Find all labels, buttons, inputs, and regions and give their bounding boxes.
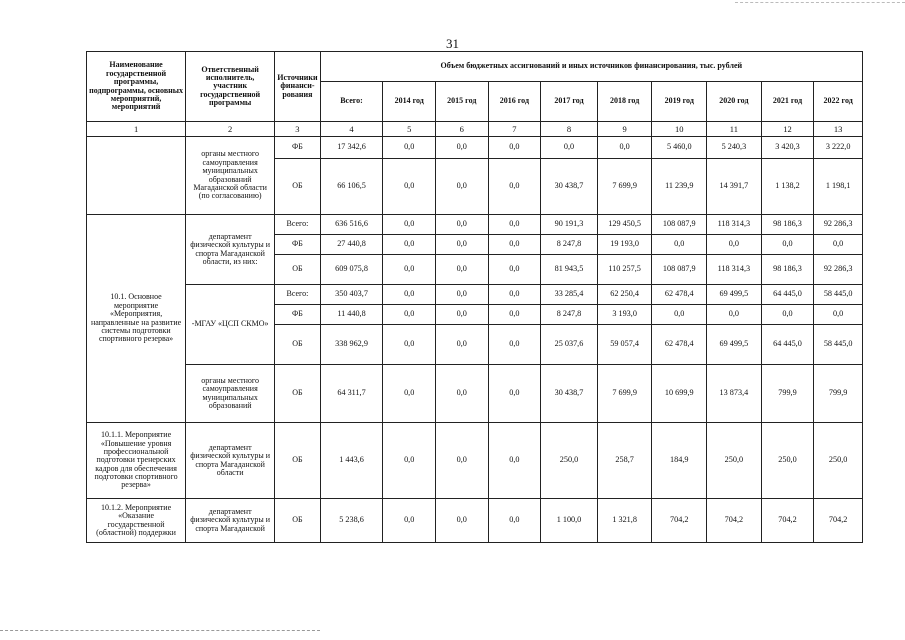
value-cell: 0,0	[435, 325, 488, 365]
value-cell: 0,0	[488, 235, 541, 255]
source-cell: ОБ	[275, 325, 321, 365]
source-cell: Всего:	[275, 215, 321, 235]
value-cell: 0,0	[435, 159, 488, 215]
top-scan-rule	[735, 2, 905, 4]
value-cell: 13 873,4	[707, 365, 762, 423]
value-cell: 0,0	[761, 305, 814, 325]
value-cell: 0,0	[383, 365, 436, 423]
value-cell: 184,9	[652, 423, 707, 499]
value-cell: 0,0	[383, 305, 436, 325]
value-cell: 0,0	[488, 215, 541, 235]
header-year: 2014 год	[383, 82, 436, 122]
source-cell: ОБ	[275, 499, 321, 543]
header-total: Всего:	[320, 82, 383, 122]
value-cell: 0,0	[435, 215, 488, 235]
value-cell: 110 257,5	[597, 255, 652, 285]
executor-cell: департамент физической культуры и спорта Магаданской области, из них:	[186, 215, 275, 285]
activity-name	[87, 137, 186, 215]
value-cell: 350 403,7	[320, 285, 383, 305]
value-cell: 92 286,3	[814, 255, 863, 285]
value-cell: 33 285,4	[541, 285, 598, 305]
column-number: 3	[275, 122, 321, 137]
header-year: 2017 год	[541, 82, 598, 122]
column-number: 11	[707, 122, 762, 137]
value-cell: 0,0	[652, 235, 707, 255]
source-cell: ФБ	[275, 305, 321, 325]
value-cell: 0,0	[383, 325, 436, 365]
value-cell: 5 240,3	[707, 137, 762, 159]
column-number: 7	[488, 122, 541, 137]
value-cell: 0,0	[541, 137, 598, 159]
header-year: 2022 год	[814, 82, 863, 122]
value-cell: 19 193,0	[597, 235, 652, 255]
value-cell: 0,0	[488, 159, 541, 215]
header-year: 2018 год	[597, 82, 652, 122]
table-row	[87, 365, 863, 423]
value-cell: 81 943,5	[541, 255, 598, 285]
value-cell: 64 311,7	[320, 365, 383, 423]
executor-cell: -МГАУ «ЦСП СКМО»	[186, 285, 275, 365]
column-number-row	[87, 122, 863, 137]
value-cell: 0,0	[435, 285, 488, 305]
column-number: 2	[186, 122, 275, 137]
value-cell: 14 391,7	[707, 159, 762, 215]
column-number: 6	[435, 122, 488, 137]
source-cell: ОБ	[275, 423, 321, 499]
value-cell: 250,0	[541, 423, 598, 499]
value-cell: 108 087,9	[652, 255, 707, 285]
value-cell: 258,7	[597, 423, 652, 499]
value-cell: 799,9	[761, 365, 814, 423]
value-cell: 66 106,5	[320, 159, 383, 215]
footer-scan-rule	[0, 630, 320, 632]
value-cell: 7 699,9	[597, 365, 652, 423]
value-cell: 0,0	[383, 159, 436, 215]
value-cell: 1 321,8	[597, 499, 652, 543]
column-number: 10	[652, 122, 707, 137]
executor-cell: органы местного самоуправления муниципальных образований	[186, 365, 275, 423]
value-cell: 108 087,9	[652, 215, 707, 235]
source-cell: ФБ	[275, 235, 321, 255]
value-cell: 0,0	[597, 137, 652, 159]
value-cell: 250,0	[707, 423, 762, 499]
value-cell: 0,0	[383, 285, 436, 305]
value-cell: 704,2	[761, 499, 814, 543]
source-cell: Всего:	[275, 285, 321, 305]
value-cell: 250,0	[761, 423, 814, 499]
value-cell: 27 440,8	[320, 235, 383, 255]
value-cell: 11 239,9	[652, 159, 707, 215]
header-name: Наименование государственной программы, подпрограммы, основных мероприятий, мероприятий	[87, 52, 186, 122]
value-cell: 0,0	[435, 499, 488, 543]
value-cell: 1 138,2	[761, 159, 814, 215]
value-cell: 0,0	[488, 325, 541, 365]
value-cell: 118 314,3	[707, 215, 762, 235]
column-number: 5	[383, 122, 436, 137]
executor-cell: органы местного самоуправления муниципальных образований Магаданской области (по согласованию)	[186, 137, 275, 215]
value-cell: 338 962,9	[320, 325, 383, 365]
value-cell: 0,0	[488, 499, 541, 543]
value-cell: 62 478,4	[652, 285, 707, 305]
header-year: 2015 год	[435, 82, 488, 122]
table-row	[87, 423, 863, 499]
activity-name: 10.1.2. Мероприятие «Оказание государственной (областной) поддержки	[87, 499, 186, 543]
value-cell: 0,0	[435, 235, 488, 255]
value-cell: 3 193,0	[597, 305, 652, 325]
value-cell: 10 699,9	[652, 365, 707, 423]
table-row	[87, 215, 863, 235]
value-cell: 0,0	[435, 365, 488, 423]
column-number: 1	[87, 122, 186, 137]
value-cell: 0,0	[488, 365, 541, 423]
value-cell: 98 186,3	[761, 215, 814, 235]
table-row	[87, 137, 863, 159]
value-cell: 0,0	[707, 305, 762, 325]
value-cell: 64 445,0	[761, 325, 814, 365]
value-cell: 0,0	[488, 285, 541, 305]
column-number: 4	[320, 122, 383, 137]
value-cell: 0,0	[383, 137, 436, 159]
value-cell: 69 499,5	[707, 285, 762, 305]
value-cell: 1 100,0	[541, 499, 598, 543]
header-executor: Ответственный исполнитель, участник государственной программы	[186, 52, 275, 122]
value-cell: 3 222,0	[814, 137, 863, 159]
value-cell: 92 286,3	[814, 215, 863, 235]
value-cell: 0,0	[383, 215, 436, 235]
value-cell: 609 075,8	[320, 255, 383, 285]
value-cell: 799,9	[814, 365, 863, 423]
value-cell: 0,0	[435, 255, 488, 285]
column-number: 8	[541, 122, 598, 137]
value-cell: 0,0	[814, 235, 863, 255]
activity-name: 10.1. Основное мероприятие «Мероприятия, направленные на развитие системы подготовки спортивного резерва»	[87, 215, 186, 423]
page-number: 31	[446, 36, 459, 51]
table-row	[87, 285, 863, 305]
budget-table	[86, 51, 863, 543]
source-cell: ОБ	[275, 365, 321, 423]
value-cell: 0,0	[383, 255, 436, 285]
value-cell: 62 250,4	[597, 285, 652, 305]
value-cell: 64 445,0	[761, 285, 814, 305]
value-cell: 3 420,3	[761, 137, 814, 159]
header-year: 2019 год	[652, 82, 707, 122]
header-year: 2021 год	[761, 82, 814, 122]
header-volume: Объем бюджетных ассигнований и иных источников финансирования, тыс. рублей	[320, 52, 862, 82]
value-cell: 1 198,1	[814, 159, 863, 215]
activity-name: 10.1.1. Мероприятие «Повышение уровня профессиональной подготовки тренерских кадров для обеспечения подготовки спортивного резерва»	[87, 423, 186, 499]
value-cell: 0,0	[435, 305, 488, 325]
source-cell: ОБ	[275, 159, 321, 215]
value-cell: 11 440,8	[320, 305, 383, 325]
source-cell: ОБ	[275, 255, 321, 285]
value-cell: 69 499,5	[707, 325, 762, 365]
value-cell: 0,0	[488, 423, 541, 499]
table-row	[87, 499, 863, 543]
value-cell: 0,0	[652, 305, 707, 325]
value-cell: 8 247,8	[541, 305, 598, 325]
value-cell: 7 699,9	[597, 159, 652, 215]
value-cell: 5 238,6	[320, 499, 383, 543]
value-cell: 8 247,8	[541, 235, 598, 255]
value-cell: 704,2	[652, 499, 707, 543]
value-cell: 0,0	[761, 235, 814, 255]
value-cell: 59 057,4	[597, 325, 652, 365]
header-sources: Источники финанси-рования	[275, 52, 321, 122]
value-cell: 90 191,3	[541, 215, 598, 235]
value-cell: 0,0	[488, 255, 541, 285]
value-cell: 0,0	[707, 235, 762, 255]
value-cell: 58 445,0	[814, 285, 863, 305]
value-cell: 1 443,6	[320, 423, 383, 499]
header-year: 2016 год	[488, 82, 541, 122]
value-cell: 0,0	[488, 305, 541, 325]
value-cell: 58 445,0	[814, 325, 863, 365]
value-cell: 118 314,3	[707, 255, 762, 285]
value-cell: 704,2	[707, 499, 762, 543]
header-year: 2020 год	[707, 82, 762, 122]
value-cell: 0,0	[383, 235, 436, 255]
value-cell: 5 460,0	[652, 137, 707, 159]
value-cell: 0,0	[383, 423, 436, 499]
column-number: 13	[814, 122, 863, 137]
value-cell: 636 516,6	[320, 215, 383, 235]
value-cell: 62 478,4	[652, 325, 707, 365]
value-cell: 0,0	[814, 305, 863, 325]
value-cell: 17 342,6	[320, 137, 383, 159]
value-cell: 25 037,6	[541, 325, 598, 365]
value-cell: 30 438,7	[541, 365, 598, 423]
source-cell: ФБ	[275, 137, 321, 159]
value-cell: 0,0	[435, 137, 488, 159]
value-cell: 0,0	[383, 499, 436, 543]
value-cell: 0,0	[435, 423, 488, 499]
value-cell: 250,0	[814, 423, 863, 499]
value-cell: 98 186,3	[761, 255, 814, 285]
value-cell: 129 450,5	[597, 215, 652, 235]
value-cell: 704,2	[814, 499, 863, 543]
value-cell: 30 438,7	[541, 159, 598, 215]
column-number: 9	[597, 122, 652, 137]
column-number: 12	[761, 122, 814, 137]
executor-cell: департамент физической культуры и спорта Магаданской	[186, 499, 275, 543]
executor-cell: департамент физической культуры и спорта Магаданской области	[186, 423, 275, 499]
value-cell: 0,0	[488, 137, 541, 159]
